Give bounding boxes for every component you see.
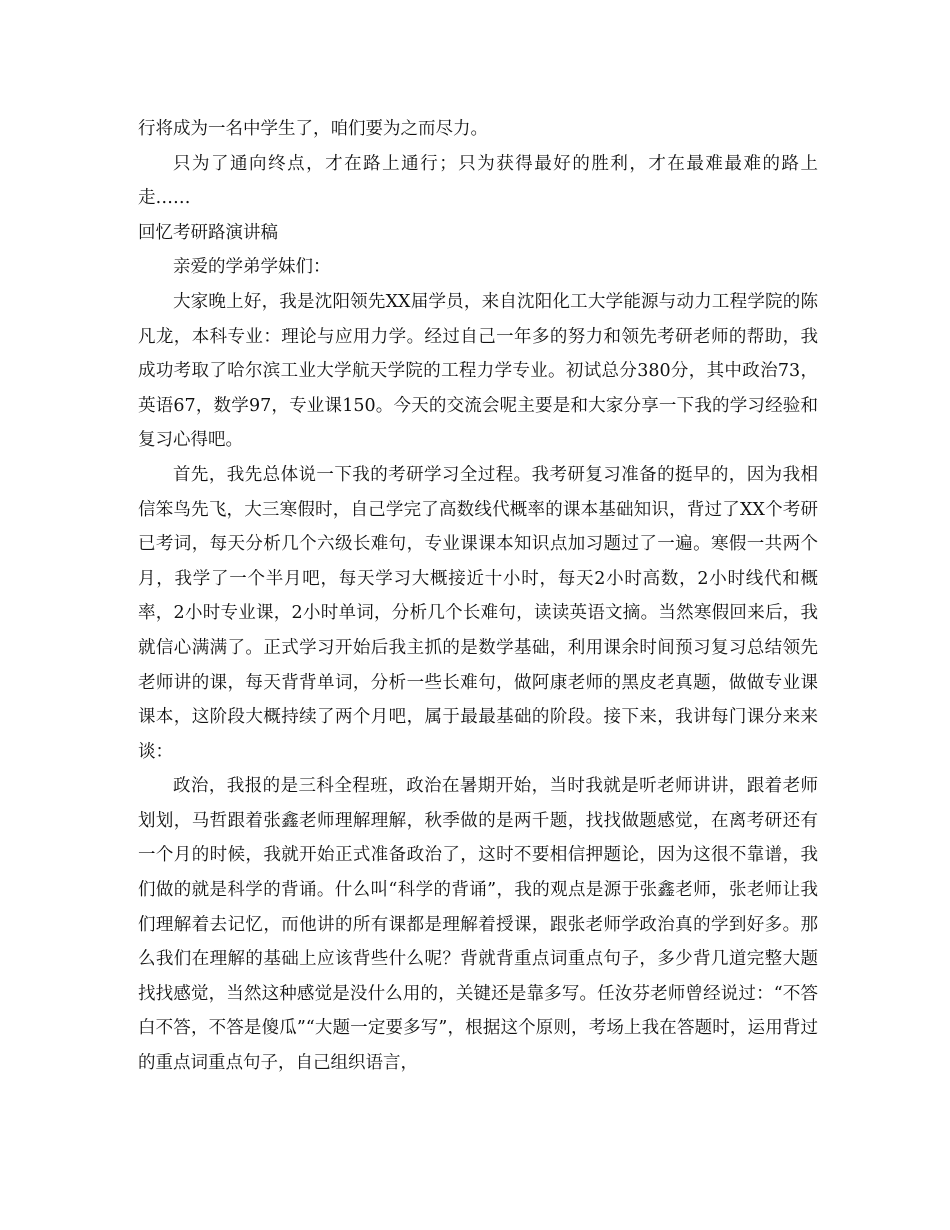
body-paragraph-1: 大家晚上好，我是沈阳领先XX届学员，来自沈阳化工大学能源与动力工程学院的陈凡龙，本科专业：理论与应用力学。经过自己一年多的努力和领先考研老师的帮助，我成功考取了哈尔滨工业大学航天学院的工程力学专业。初试总分380分，其中政治73，英语67，数学97，专业课150。今天的交流会呢主要是和大家分享一下我的学习经验和复习心得吧。 bbox=[138, 291, 818, 451]
intro-paragraph-2: 只为了通向终点，才在路上通行；只为获得最好的胜利，才在最难最难的路上走…… bbox=[138, 153, 818, 209]
body-paragraph-3: 政治，我报的是三科全程班，政治在暑期开始，当时我就是听老师讲讲，跟着老师划划，马哲跟着张鑫老师理解理解，秋季做的是两千题，找找做题感觉，在离考研还有一个月的时候，我就开始正式准备政治了，这时不要相信押题论，因为这很不靠谱，我们做的就是科学的背诵。什么叫“科学的背诵”，我的观点是源于张鑫老师，张老师让我们理解着去记忆，而他讲的所有课都是理解着授课，跟张老师学政治真的学到好多。那么我们在理解的基础上应该背些什么呢？背就背重点词重点句子，多少背几道完整大题找找感觉，当然这种感觉是没什么用的，关键还是靠多写。任汝芬老师曾经说过：“不答白不答，不答是傻瓜”“大题一定要多写”，根据这个原则，考场上我在答题时，运用背过的重点词重点句子，自己组织语言， bbox=[138, 776, 818, 1074]
body-paragraph-2: 首先，我先总体说一下我的考研学习全过程。我考研复习准备的挺早的，因为我相信笨鸟先飞，大三寒假时，自己学完了高数线代概率的课本基础知识，背过了XX个考研已考词，每天分析几个六级长难句，专业课课本知识点加习题过了一遍。寒假一共两个月，我学了一个半月吧，每天学习大概接近十小时，每天2小时高数，2小时线代和概率，2小时专业课，2小时单词，分析几个长难句，读读英语文摘。当然寒假回来后，我就信心满满了。正式学习开始后我主抓的是数学基础，利用课余时间预习复习总结领先老师讲的课，每天背背单词，分析一些长难句，做阿康老师的黑皮老真题，做做专业课课本，这阶段大概持续了两个月吧，属于最最基础的阶段。接下来，我讲每门课分来来谈： bbox=[138, 464, 818, 762]
greeting: 亲爱的学弟学妹们： bbox=[173, 257, 331, 278]
speech-title: 回忆考研路演讲稿 bbox=[138, 222, 278, 243]
intro-paragraph-1: 行将成为一名中学生了，咱们要为之而尽力。 bbox=[138, 119, 488, 139]
document-body bbox=[138, 112, 818, 1081]
